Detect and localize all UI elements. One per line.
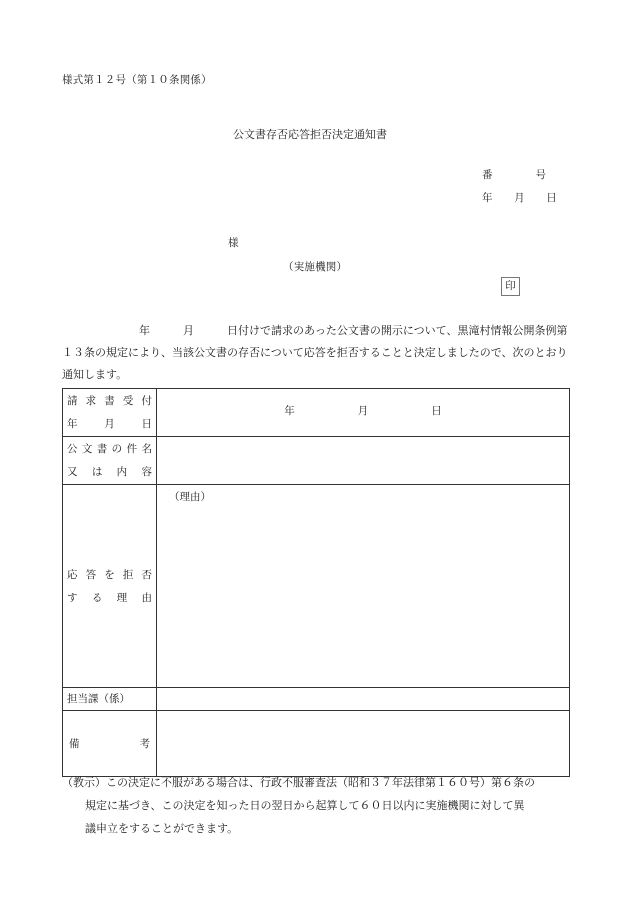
remarks-value[interactable] (157, 711, 570, 777)
document-number-label: 番 号 (482, 169, 547, 181)
request-date-value[interactable]: 年 月 日 (157, 389, 570, 437)
notice-line-1: （教示）この決定に不服がある場合は、行政不服審査法（昭和３７年法律第１６０号）第６条の (62, 776, 535, 789)
body-paragraph: 年 月 日付けで請求のあった公文書の開示について、黒滝村情報公開条例第１３条の規定により、当該公文書の存否について応答を拒否することと決定しましたので、次のとおり通知します。 (62, 324, 568, 381)
document-title: 公文書存否応答拒否決定通知書 (233, 128, 387, 141)
row-department (63, 688, 570, 711)
request-date-label-line1: 請 求 書 受 付 (67, 395, 152, 407)
row-document-name (63, 437, 570, 485)
request-date-label-line2: 年 月 日 (67, 418, 152, 430)
document-name-label-line1: 公 文 書 の 件 名 (67, 443, 152, 455)
document-name-label (63, 437, 157, 485)
refusal-reason-label-line1: 応 答 を 拒 否 (67, 568, 152, 581)
department-label: 担当課（係） (63, 688, 157, 711)
document-name-label-line2: 又 は 内 容 (67, 466, 152, 478)
issue-date-label: 年 月 日 (482, 192, 557, 204)
issuing-agency-label: （実施機関） (283, 261, 348, 273)
notice-line-3: 議申立をすることができます。 (85, 822, 239, 835)
notice-table (62, 388, 570, 777)
department-value[interactable] (157, 688, 570, 711)
refusal-reason-label (63, 485, 157, 688)
reason-caption: （理由） (169, 491, 211, 503)
row-refusal-reason (63, 485, 570, 688)
notice-line-2: 規定に基づき、この決定を知った日の翌日から起算して６０日以内に実施機関に対して異 (85, 799, 525, 812)
recipient-suffix: 様 (228, 237, 239, 249)
row-request-date (63, 389, 570, 437)
refusal-reason-value[interactable] (157, 485, 570, 688)
refusal-reason-label-line2: す る 理 由 (67, 591, 152, 604)
request-date-label (63, 389, 157, 437)
form-number: 様式第１２号（第１０条関係） (62, 74, 212, 86)
row-remarks (63, 711, 570, 777)
remarks-label: 備 考 (63, 711, 157, 777)
document-name-value[interactable] (157, 437, 570, 485)
seal-mark: 印 (501, 277, 520, 296)
